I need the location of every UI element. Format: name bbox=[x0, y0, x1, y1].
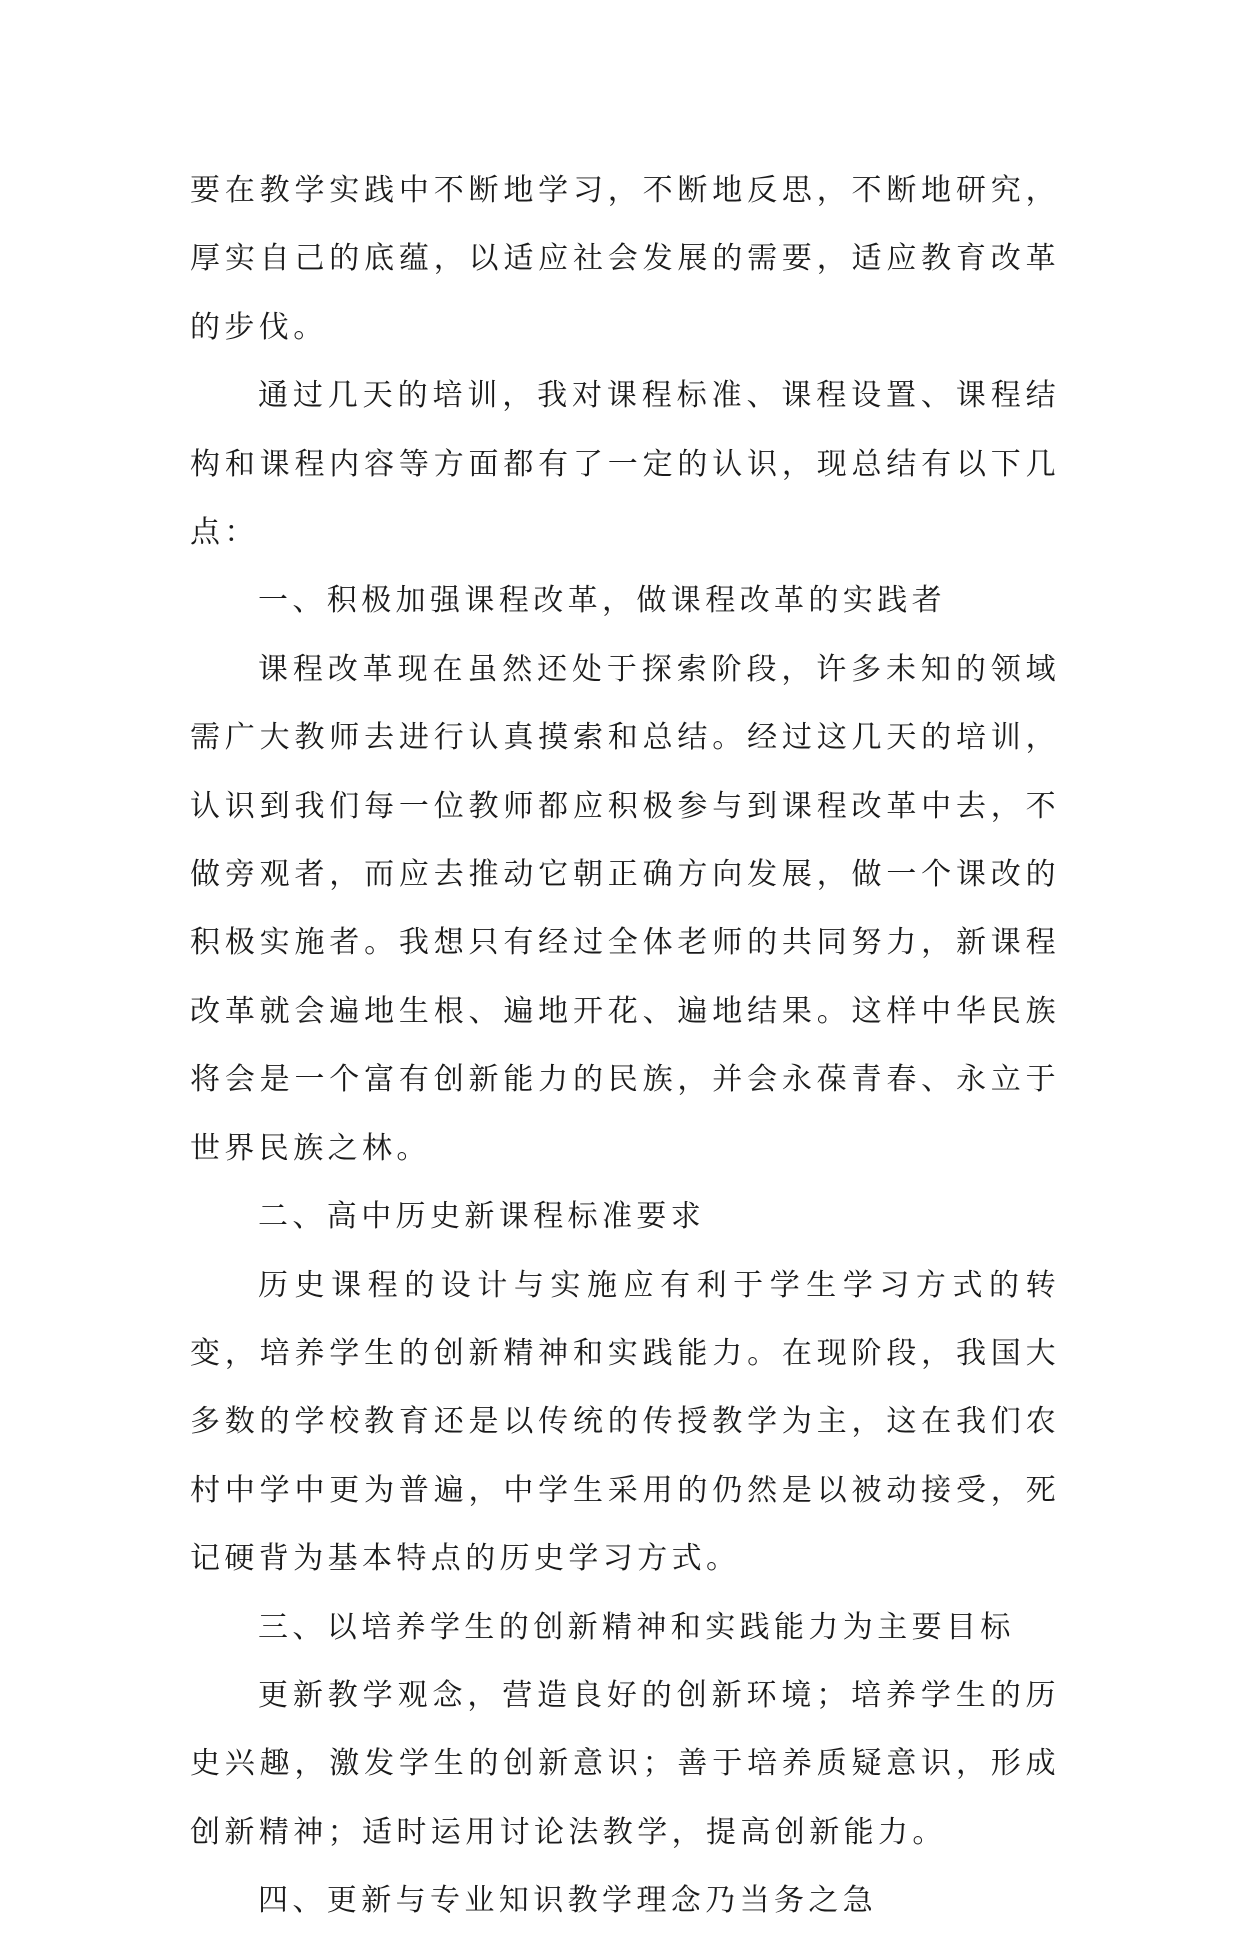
section-heading-3: 三、以培养学生的创新精神和实践能力为主要目标 bbox=[258, 1609, 1015, 1645]
paragraph-intro: 通过几天的培训，我对课程标准、课程设置、课程结构和课程内容等方面都有了一定的认识，现总结有以下几点： bbox=[190, 378, 1060, 551]
section-heading-2: 二、高中历史新课程标准要求 bbox=[258, 1199, 706, 1235]
paragraph-section-1: 课程改革现在虽然还处于探索阶段，许多未知的领域需广大教师去进行认真摸索和总结。经过这几天的培训，认识到我们每一位教师都应积极参与到课程改革中去，不做旁观者，而应去推动它朝正确方向发展，做一个课改的积极实施者。我想只有经过全体老师的共同努力，新课程改革就会遍地生根、遍地开花、遍地结果。这样中华民族将会是一个富有创新能力的民族，并会永葆青春、永立于世界民族之林。 bbox=[190, 651, 1060, 1166]
section-heading-4: 四、更新与专业知识教学理念乃当务之急 bbox=[258, 1883, 878, 1919]
paragraph-section-2: 历史课程的设计与实施应有利于学生学习方式的转变，培养学生的创新精神和实践能力。在现阶段，我国大多数的学校教育还是以传统的传授教学为主，这在我们农村中学中更为普遍，中学生采用的仍然是以被动接受，死记硬背为基本特点的历史学习方式。 bbox=[190, 1267, 1060, 1577]
paragraph-section-3: 更新教学观念，营造良好的创新环境；培养学生的历史兴趣，激发学生的创新意识；善于培养质疑意识，形成创新精神；适时运用讨论法教学，提高创新能力。 bbox=[190, 1677, 1060, 1850]
document-body bbox=[190, 157, 1060, 1936]
paragraph-continuation: 要在教学实践中不断地学习，不断地反思，不断地研究，厚实自己的底蕴，以适应社会发展的需要，适应教育改革的步伐。 bbox=[190, 173, 1060, 345]
section-heading-1: 一、积极加强课程改革，做课程改革的实践者 bbox=[258, 583, 946, 619]
